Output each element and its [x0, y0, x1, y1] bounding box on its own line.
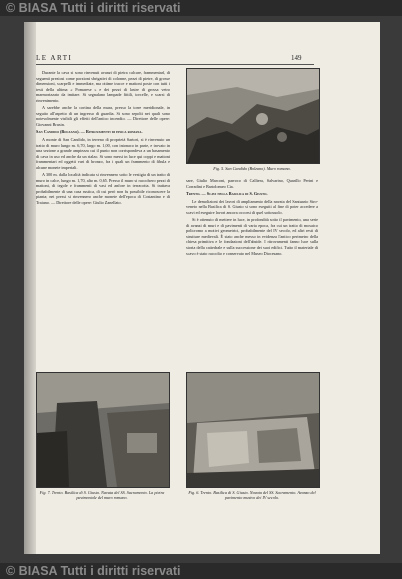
paragraph: A 300 m. dalla località indicata si rinvennero sotto le vestigia di un tratto di muro in calce, lungo m. 1,70, alto m. 0,65. Presso il muro si raccolsero pezzi di mattoni, di tegole e frammenti di vasi ed anfore in terracotta. Si trattava probabilmente di una casa rustica, di cui però non fu possibile riconoscere la pianta; nei pressi si rinvennero anche monete dell'epoca di Costantino e di Traiano. — Direttore delle opere: Giulio Zanellato. — [36, 172, 170, 206]
paragraph: A sarebbe anche la cortina della mura, presso la torre meridionale, in seguito all'aspetto di un ingresso di guardia. Si sono sepolti nei quali sono notevolmente visibili gli effetti dell'antico incendio. — Direttore delle opere: Giovanni Brusin. — [36, 105, 170, 127]
paragraph: sare, Giulio Marconi, parroco di Calliera, Salvarino, Quarillo Perini e Corradini e Bartolomeo Cia. — [186, 178, 318, 189]
book-spine — [24, 22, 36, 554]
copyright-banner-top: © BIASA Tutti i diritti riservati — [0, 0, 402, 16]
figure-6-photo — [186, 372, 320, 488]
journal-title: LE ARTI — [36, 54, 73, 62]
paragraph: Si è ottenuto di mettere in luce, in profondità sotto il pavimento, una serie di avanzi di muri e di pavimenti di varia epoca, fra cui un tratto di mosaico policromo a motivi geometrici, probabilmente del IV secolo, ed altri resti di strutture medievali. È stato anche messo in evidenza l'antico perimetro della chiesa primitiva e le fondazioni dell'abside. I ritrovamenti fanno luce sulla storia della cattedrale e sulla successione dei suoi edifici. Tutto il materiale di scavo è stato raccolto e conservato nel Museo Diocesano. — [186, 217, 318, 256]
figure-7-photo — [36, 372, 170, 488]
header-rule — [36, 64, 314, 65]
paragraph: Durante la cava si sono rinvenuti avanzi di pietra calcare, frammentarî, di seguenti preziosi come porzioni sbrigativi di colonne, pezzi di pietre, di grosse dimensioni, scarpelli e immediate, ma ottime tracce e mattoni poste con tutti i testi della ultima « Pomarese » e dei pezzi di lastre di grossa vetro marmorizzato da imitare. Si segnalano lampade fittili, torcelle, e scarsi di rinvenimento. — [36, 70, 170, 103]
figure-5-caption: Fig. 5. San Candido (Bolzano). Muro romano. — [213, 166, 291, 171]
figure-7-caption: Fig. 7. Trento. Basilica di S. Giusto. Navata del SS. Sacramento. La pietra pavimentale del muro romano. — [39, 490, 165, 501]
wall-ruins-photo — [187, 69, 319, 163]
paragraph: A monte di San Candido, in terreno di proprietà Sartori, si è rinvenuto un tratto di muro lungo m. 6,70, largo m. 1,00, con intonaco in parte, e trovato in una sezione a grande ampiezza cui il punto non corrispondeva a un basamento di cava in uso ed anche da un rialzo. Si sono messi in luce qui coppi e mattoni frammentari ed oggetti vari di bronzo, fra i quali un frammento di fibula e alcune monete imperiali. — [36, 137, 170, 170]
paragraph: Le demolizioni dei lavori di ampliamento della navata del Santuario Siro-veneto nella Basilica di S. Giusto si sono eseguiti al fine di poter accedere a scavi ed eseguire lavori ancora occorsi di quel sottosuolo. — [186, 198, 318, 215]
figure-6-caption: Fig. 6. Trento. Basilica di S. Giusto. Navata del SS. Sacramento. Avanzo del pavimento musivo dei IV secolo. — [188, 490, 316, 501]
figure-5-photo — [186, 68, 320, 164]
page-number: 149 — [291, 54, 302, 62]
basilica-wall-photo — [37, 373, 169, 487]
copyright-banner-bottom: © BIASA Tutti i diritti riservati — [0, 563, 402, 579]
left-column — [36, 70, 170, 366]
section-heading: San Candido (Bolzano). — Ritrovamenti di epoca romana. — [36, 129, 143, 135]
right-column — [186, 178, 318, 366]
mosaic-floor-photo — [187, 373, 319, 487]
section-heading: Trento. — Scavi nella Basilica di S. Giusto. — [186, 191, 268, 197]
